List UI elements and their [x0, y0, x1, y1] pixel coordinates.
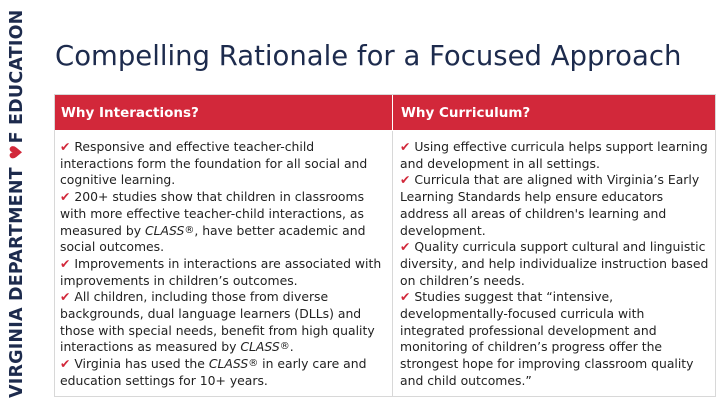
header-why-curriculum: Why Curriculum?: [401, 104, 531, 121]
curriculum-bullet-4: [400, 289, 711, 389]
slide-title: Compelling Rationale for a Focused Approach: [55, 40, 682, 72]
interactions-bullet-5: [60, 356, 388, 389]
registered-mark: ®: [184, 224, 195, 236]
check-icon: ✔: [400, 139, 411, 154]
curriculum-bullet-2: [400, 172, 711, 239]
bullet-text: Responsive and effective teacher-child interactions form the foundation for all social and cognitive learning.: [60, 139, 368, 188]
curriculum-column: [393, 131, 715, 397]
sidebar: [0, 0, 34, 405]
bullet-text: All children, including those from diverse backgrounds, dual language learners (DLLs) and those with special needs, benefit from high quality interactions as measured by: [60, 289, 375, 355]
registered-mark: ®: [248, 358, 259, 370]
logo-text-part2: F EDUCATION: [7, 9, 27, 144]
check-icon: ✔: [60, 139, 71, 154]
check-icon: ✔: [60, 356, 71, 372]
bullet-text: Studies suggest that “intensive, developmentally-focused curricula with integrated professional development and monitoring of children’s progress offer the strongest hope for improving classroom quality and child outcomes.”: [400, 289, 694, 388]
rationale-table: [54, 94, 716, 397]
bullet-text: .: [289, 339, 294, 355]
check-icon: ✔: [400, 172, 411, 188]
interactions-column: [55, 131, 393, 397]
heart-icon: ♥: [7, 144, 27, 160]
bullet-text: Quality curricula support cultural and linguistic diversity, and help individualize instruction based on children’s needs.: [400, 239, 709, 288]
interactions-bullet-2: [60, 189, 388, 256]
check-icon: ✔: [400, 239, 411, 255]
interactions-bullet-4: [60, 289, 388, 356]
class-term: CLASS: [240, 339, 280, 355]
vdoe-logo: [2, 6, 32, 398]
bullet-text: in early care and education settings for 10+ years.: [60, 356, 367, 388]
interactions-bullet-3: [60, 256, 388, 289]
table-body-row: [55, 131, 715, 397]
logo-text-part1: VIRGINIA DEPARTMENT: [7, 167, 27, 398]
class-term: CLASS: [208, 356, 249, 372]
table-header-row: [55, 95, 715, 130]
header-why-interactions: Why Interactions?: [55, 95, 393, 130]
curriculum-bullet-1: [400, 139, 711, 172]
bullet-text: Curricula that are aligned with Virginia’s Early Learning Standards help ensure educators address all areas of children's learning and development.: [400, 172, 700, 238]
curriculum-bullet-3: [400, 239, 711, 289]
check-icon: ✔: [400, 289, 411, 305]
bullet-text: Virginia has used the: [74, 356, 209, 372]
check-icon: ✔: [60, 289, 71, 305]
check-icon: ✔: [60, 189, 71, 205]
bullet-text: Using effective curricula helps support learning and development in all settings.: [400, 139, 708, 171]
registered-mark: ®: [279, 341, 290, 353]
bullet-text: Improvements in interactions are associated with improvements in children’s outcomes.: [60, 255, 382, 288]
interactions-bullet-1: [60, 139, 388, 189]
check-icon: ✔: [60, 255, 71, 271]
bullet-text: 200+ studies show that children in classrooms with more effective teacher-child interactions, as measured by: [60, 189, 365, 238]
bullet-text: , have better academic and social outcomes.: [60, 222, 366, 255]
class-term: CLASS: [144, 222, 185, 238]
